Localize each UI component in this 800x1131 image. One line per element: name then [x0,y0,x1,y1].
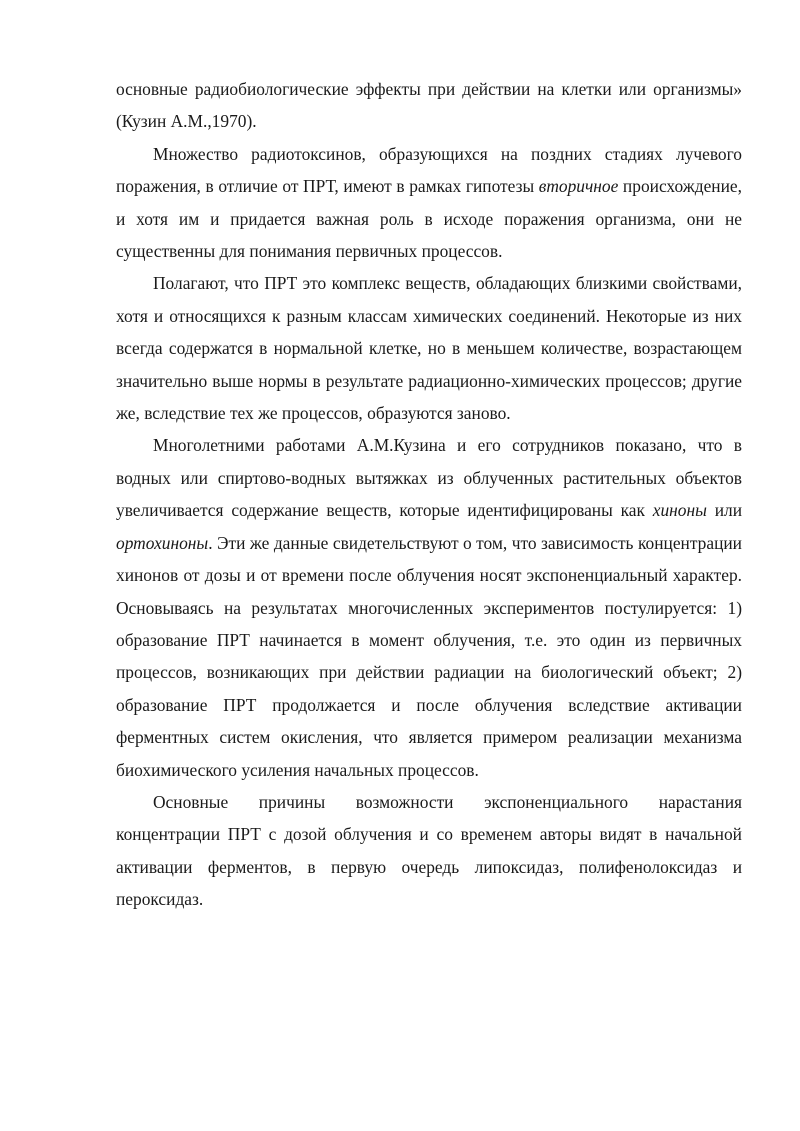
italic-term: ортохиноны [116,532,209,553]
paragraph-text: происхождение, и хотя им и придается важная роль в исходе поражения организма, они не существенны для понимания первичных процессов. [116,176,742,262]
paragraph-text: или [706,500,743,521]
italic-term: вторичное [538,176,619,197]
paragraph-text: Полагают, что ПРТ это комплекс веществ, обладающих близкими свойствами, хотя и относящихся к разным классам химических соединений. Некоторые из них всегда содержатся в нормальной клетке, но в меньшем количестве, возрастающем значительно выше нормы в результате радиационно-химических процессов; другие же, вследствие тех же процессов, образуются заново. [116,273,742,424]
paragraph-reasons [116,786,742,916]
paragraph-radiotoxins [116,138,742,268]
paragraph-text: . Эти же данные свидетельствуют о том, что зависимость концентрации хинонов от дозы и от времени после облучения носят экспоненциальный характер. Основываясь на результатах многочисленных экспериментов постулируется: 1) образование ПРТ начинается в момент облучения, т.е. это один из первичных процессов, возникающих при действии радиации на биологический объект; 2) образование ПРТ продолжается и после облучения вследствие активации ферментных систем окисления, что является примером реализации механизма биохимического усиления начальных процессов. [116,532,742,780]
paragraph-text: Многолетними работами А.М.Кузина и его сотрудников показано, что в водных или спиртово-водных вытяжках из облученных растительных объектов увеличивается содержание веществ, которые идентифицированы как [116,435,742,521]
paragraph-prt-complex [116,267,742,429]
italic-term: хиноны [652,500,707,521]
paragraph-text: Множество радиотоксинов, образующихся на поздних стадиях лучевого поражения, в отличие от ПРТ, имеют в рамках гипотезы [116,143,742,197]
document-body [116,73,742,916]
paragraph-continuation [116,73,742,138]
paragraph-kuzin-works [116,429,742,785]
paragraph-text: Основные причины возможности экспоненциального нарастания концентрации ПРТ с дозой облучения и со временем авторы видят в начальной активации ферментов, в первую очередь липоксидаз, полифенолоксидаз и пероксидаз. [116,791,742,910]
paragraph-text: основные радиобиологические эффекты при действии на клетки или организмы» (Кузин А.М.,1970). [116,79,742,132]
